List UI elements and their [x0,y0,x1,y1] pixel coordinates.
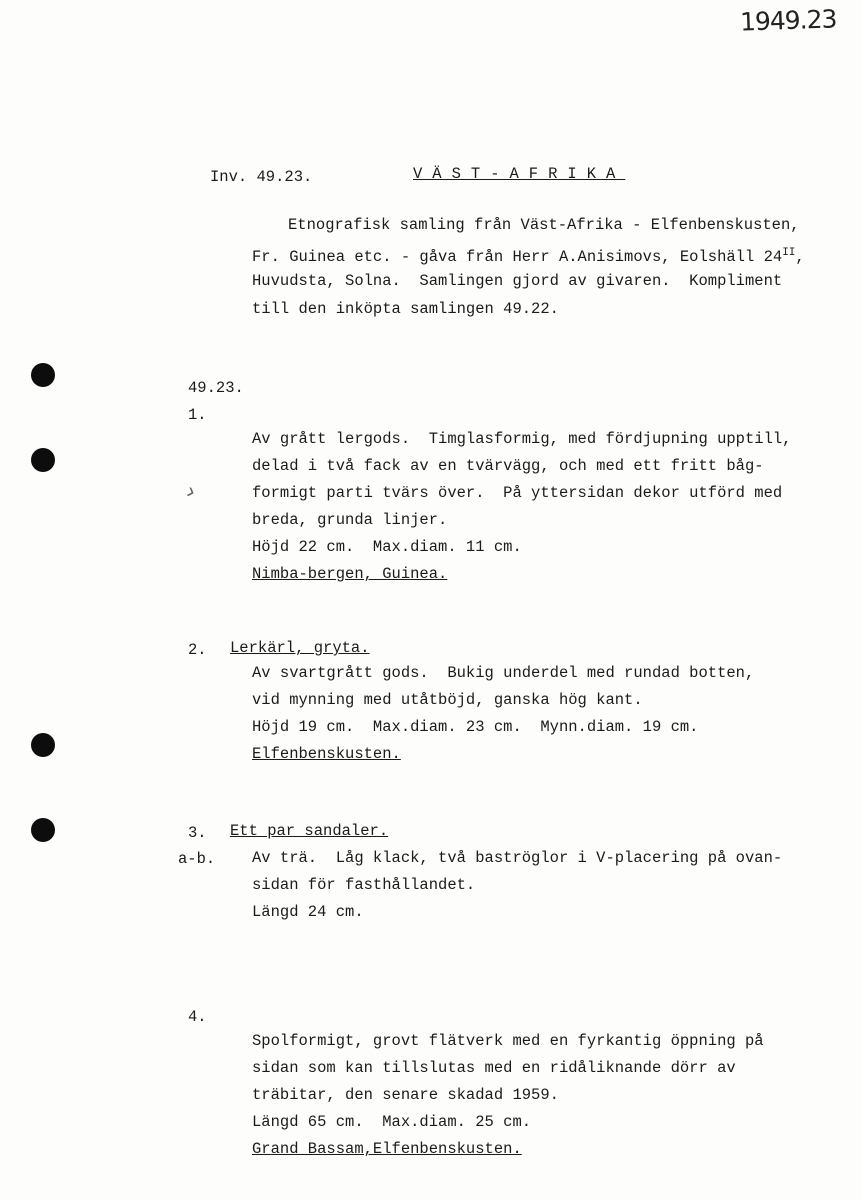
punch-hole [31,733,55,757]
item-description-line: Av svartgrått gods. Bukig underdel med rundad botten, [252,664,755,682]
punch-hole [31,448,55,472]
item-place: Grand Bassam,Elfenbenskusten. [252,1140,522,1158]
item-description-line: vid mynning med utåtböjd, ganska hög kant. [252,691,643,709]
inventory-number: Inv. 49.23. [210,168,313,186]
intro-line: Huvudsta, Solna. Samlingen gjord av givaren. Kompliment [252,272,783,290]
item-dimensions: Längd 24 cm. [252,903,364,921]
punch-hole [31,363,55,387]
item-subnumber: a-b. [178,850,216,868]
intro-line: Etnografisk samling från Väst-Afrika - Elfenbenskusten, [288,216,800,234]
intro-line-text: Fr. Guinea etc. - gåva från Herr A.Anisimovs, Eolshäll 24 [252,248,783,267]
item-place: Elfenbenskusten. [252,745,401,763]
intro-line [252,240,805,270]
intro-line: till den inköpta samlingen 49.22. [252,300,559,318]
punch-hole [31,818,55,842]
item-dimensions: Höjd 22 cm. Max.diam. 11 cm. [252,538,522,556]
item-number: 3. [188,824,207,842]
item-dimensions: Längd 65 cm. Max.diam. 25 cm. [252,1113,532,1131]
item-description-line: träbitar, den senare skadad 1959. [252,1086,559,1104]
item-description-line: sidan som kan tillslutas med en ridåliknande dörr av [252,1059,736,1077]
item-title: Lerkärl, gryta. [230,639,370,657]
item-description-line: breda, grunda linjer. [252,511,448,529]
catalog-number-handwritten: 1949.23 [739,4,837,37]
item-description-line: delad i två fack av en tvärvägg, och med ett fritt båg- [252,457,764,475]
item-description-line: Av trä. Låg klack, två baströglor i V-placering på ovan- [252,849,783,867]
pencil-mark: › [180,478,202,507]
intro-superscript: II [782,247,796,259]
intro-superscript-comma: , [795,248,805,267]
item-number: 2. [188,641,207,659]
item-place: Nimba-bergen, Guinea. [252,565,448,583]
item-description-line: Spolformigt, grovt flätverk med en fyrkantig öppning på [252,1032,764,1050]
item-number: 1. [188,406,207,424]
item-description-line: sidan för fasthållandet. [252,876,476,894]
item-dimensions: Höjd 19 cm. Max.diam. 23 cm. Mynn.diam. 19 cm. [252,718,699,736]
item-number: 4. [188,1008,207,1026]
section-label: 49.23. [188,379,244,397]
page-title: VÄST-AFRIKA [413,165,626,183]
item-title: Ett par sandaler. [230,822,389,840]
item-description-line: Av grått lergods. Timglasformig, med fördjupning upptill, [252,430,792,448]
item-description-line: formigt parti tvärs över. På yttersidan dekor utförd med [252,484,783,502]
